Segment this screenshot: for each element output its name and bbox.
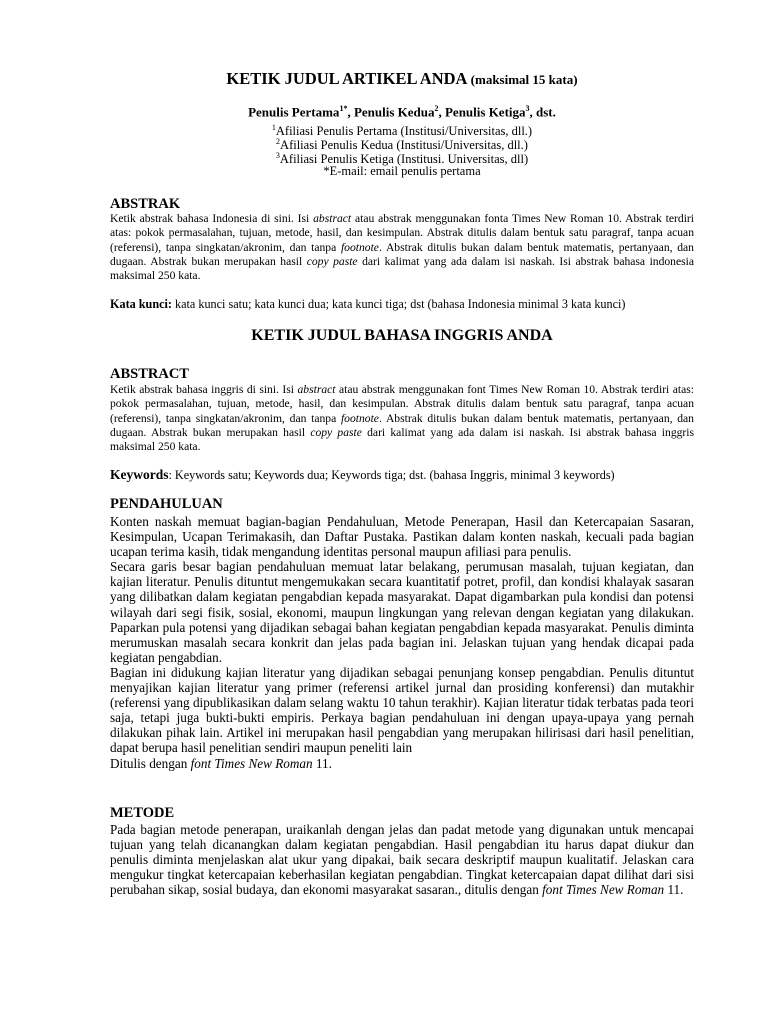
affiliation-2-text: Afiliasi Penulis Kedua (Institusi/Universitas, dll.)	[280, 138, 528, 153]
pendahuluan-paragraph-3: Bagian ini didukung kajian literatur yang dijadikan sebagai penunjang konsep pengabdian. Penulis dituntut menyajikan kajian literatur yang primer (referensi artikel jurnal dan prosiding konferensi) dan mutakhir (referensi yang dipublikasikan dalam selang waktu 10 tahun terakhir). Kajian literatur tidak terbatas pada teori saja, tetapi juga bukti-bukti empiris. Perkaya bagian pendahuluan ini dengan upaya-upaya yang pernah dilakukan pihak lain. Artikel ini merupakan hasil pengabdian yang merupakan hilirisasi dari hasil penelitian, dapat berupa hasil penelitian sendiri maupun peneliti lain	[110, 664, 694, 756]
author-3-sup: 3	[525, 104, 530, 113]
abstract-heading: ABSTRACT	[110, 366, 189, 382]
kata-kunci-text: kata kunci satu; kata kunci dua; kata kunci tiga; dst (bahasa Indonesia minimal 3 kata kunci)	[171, 297, 626, 311]
metode-body	[110, 822, 694, 897]
author-2-sup: 2	[434, 104, 439, 113]
author-2: Penulis Kedua	[353, 104, 435, 120]
abstrak-heading: ABSTRAK	[110, 196, 181, 212]
abstrak-em-2: footnote	[340, 240, 379, 254]
pendahuluan-em-4: font Times New Roman	[190, 755, 313, 771]
abstrak-text-4: dari kalimat yang ada dalam isi naskah. Isi abstrak bahasa indonesia maksimal 250 kata.	[110, 254, 695, 283]
abstract-em-1: abstract	[297, 383, 336, 396]
pendahuluan-paragraph-4	[110, 756, 694, 771]
author-1: Penulis Pertama	[248, 104, 340, 120]
abstract-em-2: footnote	[340, 411, 379, 425]
abstract-text-2: atau abstrak menggunakan font Times New Roman 10. Abstrak terdiri atas: pokok permasalahan, tujuan, metode, hasil, dan kesimpulan. Abstrak ditulis dalam bentuk satu paragraf, tanpa acuan (referensi), tanpa singkatan/akronim, dan tanpa	[110, 383, 694, 425]
pendahuluan-text-4a: Ditulis dengan	[110, 755, 191, 771]
abstrak-body	[110, 212, 694, 283]
article-title	[110, 69, 694, 89]
kata-kunci-label: Kata kunci:	[110, 297, 172, 311]
abstrak-em-1: abstract	[313, 212, 352, 225]
abstract-text-1: Ketik abstrak bahasa inggris di sini. Isi	[110, 383, 298, 396]
keywords-text: : Keywords satu; Keywords dua; Keywords tiga; dst. (bahasa Inggris, minimal 3 keywords)	[168, 468, 615, 482]
affiliation-2-sup: 2	[276, 137, 281, 146]
pendahuluan-body	[110, 514, 694, 771]
abstrak-text-1: Ketik abstrak bahasa Indonesia di sini. Isi	[110, 212, 314, 225]
pendahuluan-text-4b: 11.	[312, 755, 332, 771]
affiliation-3-text: Afiliasi Penulis Ketiga (Institusi. Universitas, dll)	[279, 152, 529, 167]
abstract-text-4: dari kalimat yang ada dalam isi naskah. Isi abstrak bahasa inggris maksimal 250 kata.	[110, 425, 695, 454]
abstract-body	[110, 383, 694, 454]
affiliation-1-text: Afiliasi Penulis Pertama (Institusi/Universitas, dll.)	[275, 124, 533, 139]
metode-em-1: font Times New Roman	[542, 882, 665, 898]
keywords-label: Keywords	[110, 467, 169, 482]
abstrak-em-3: copy paste	[306, 254, 358, 268]
metode-text-1b: 11.	[664, 882, 684, 898]
metode-text-1a: Pada bagian metode penerapan, uraikanlah dengan jelas dan padat metode yang digunakan untuk mencapai tujuan yang telah dicanangkan dalam kegiatan pengabdian. Hasil pengabdian itu harus dapat diukur dan penulis diminta menjelaskan alat ukur yang dipakai, baik secara deskriptif maupun kualitatif. Jelaskan cara mengukur tingkat ketercapaian keberhasilan kegiatan pengabdian. Tingkat ketercapaian dapat dilihat dari sisi perubahan sikap, sosial budaya, dan ekonomi masyarakat sasaran., ditulis dengan	[110, 822, 694, 898]
abstract-text-3: . Abstrak ditulis bukan dalam bentuk matematis, pertanyaan, dan dugaan. Abstrak bukan merupakan hasil	[110, 411, 694, 439]
author-3: Penulis Ketiga	[444, 104, 526, 120]
pendahuluan-heading: PENDAHULUAN	[110, 496, 223, 512]
title-note: (maksimal 15 kata)	[470, 72, 578, 87]
abstrak-text-2: atau abstrak menggunakan fonta Times New Roman 10. Abstrak terdiri atas: pokok permasalahan, tujuan, metode, hasil, dan kesimpulan. Abstrak ditulis dalam bentuk satu paragraf, tanpa acuan (referensi), tanpa singkatan/akronim, dan tanpa	[110, 212, 694, 254]
abstract-em-3: copy paste	[310, 425, 362, 439]
metode-heading: METODE	[110, 805, 175, 821]
affiliation-3-sup: 3	[275, 151, 280, 160]
title-text: KETIK JUDUL ARTIKEL ANDA	[226, 69, 467, 88]
pendahuluan-paragraph-2: Secara garis besar bagian pendahuluan memuat latar belakang, perumusan masalah, tujuan kegiatan, dan kajian literatur. Penulis dituntut mengemukakan secara kuantitatif potret, profil, dan kondisi khalayak sasaran yang dilibatkan dalam kegiatan pengabdian kepada masyarakat. Dapat digambarkan pula kondisi dan potensi wilayah dari segi fisik, sosial, ekonomi, maupun lingkungan yang relevan dengan kegiatan yang dilakukan. Paparkan pula potensi yang dijadikan sebagai bahan kegiatan pengabdian kepada masyarakat. Penulis diminta merumuskan masalah secara konkrit dan jelas pada bagian ini. Jelaskan tujuan yang hendak dicapai pada kegiatan pengabdian.	[110, 559, 694, 665]
kata-kunci	[110, 297, 694, 312]
abstrak-text-3: . Abstrak ditulis bukan dalam bentuk matematis, pertanyaan, dan dugaan. Abstrak bukan merupakan hasil	[110, 240, 694, 268]
author-1-sup: 1*	[339, 104, 348, 113]
pendahuluan-paragraph-1: Konten naskah memuat bagian-bagian Pendahuluan, Metode Penerapan, Hasil dan Ketercapaian Sasaran, Kesimpulan, Ucapan Terimakasih, dan Daftar Pustaka. Pastikan dalam konten naskah, kecuali pada bagian ucapan terima kasih, tidak mengandung identitas personal maupun afiliasi para penulis.	[110, 514, 694, 560]
author-list: Penulis Pertama$^{1*}$, Penulis Kedua$^2$, Penulis Ketiga$^3$, dst.	[248, 104, 556, 120]
affiliation-1-sup: 1	[271, 123, 276, 132]
english-title: KETIK JUDUL BAHASA INGGRIS ANDA	[251, 327, 553, 344]
email-line: *E-mail: email penulis pertama	[323, 164, 481, 178]
author-etc: , dst.	[529, 104, 556, 120]
metode-paragraph-1	[110, 822, 694, 897]
keywords	[110, 467, 694, 483]
